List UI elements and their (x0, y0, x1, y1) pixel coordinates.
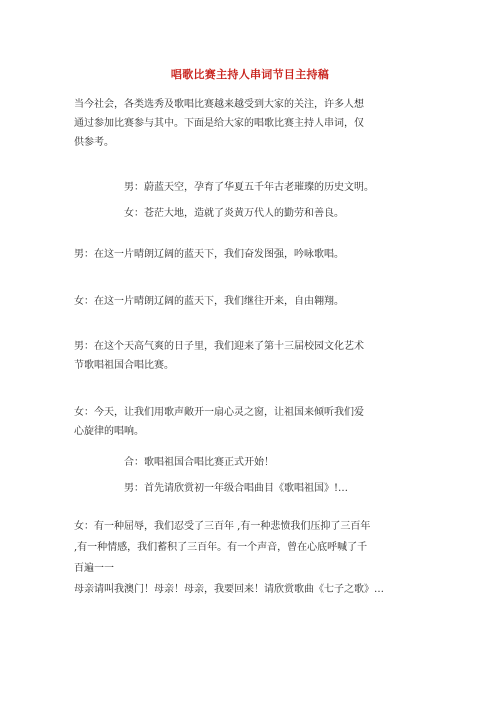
opening-line-male: 男：蔚蓝天空，孕育了华夏五千年古老璀璨的历史文明。 (124, 182, 374, 193)
paragraph-line: 男：在这个天高气爽的日子里，我们迎来了第十三届校园文化艺术 (74, 341, 364, 352)
paragraph-line: 母亲请叫我澳门！母亲！母亲，我要回来！请欣赏歌曲《七子之歌》… (74, 584, 384, 595)
paragraph-female-3 (74, 516, 384, 600)
intro-paragraph (74, 95, 364, 152)
paragraph-line: 女：今天，让我们用歌声敞开一扇心灵之窗，让祖国来倾听我们爱 (74, 407, 364, 418)
paragraph-female-1: 女：在这一片晴朗辽阔的蓝天下，我们继往开来，自由翱翔。 (74, 296, 344, 307)
intro-line: 通过参加比赛参与其中。下面是给大家的唱歌比赛主持人串词，仅 (74, 118, 364, 129)
paragraph-male-1: 男：在这一片晴朗辽阔的蓝天下，我们奋发图强，吟咏歌唱。 (74, 249, 344, 260)
document-title: 唱歌比赛主持人串词节目主持稿 (170, 68, 330, 81)
intro-line: 当今社会，各类选秀及歌唱比赛越来越受到大家的关注，许多人想 (74, 99, 364, 110)
paragraph-line: 百遍一一 (74, 563, 114, 574)
opening-line-female: 女：苍茫大地，造就了炎黄万代人的勤劳和善良。 (124, 208, 344, 219)
paragraph-male-2 (74, 337, 364, 375)
paragraph-line: 女：有一种屈辱，我们忍受了三百年 ,有一种悲愤我们压抑了三百年 (74, 521, 371, 532)
paragraph-line: ,有一种情感，我们蓄积了三百年。有一个声音，曾在心底呼喊了千 (74, 542, 368, 553)
paragraph-line: 节歌唱祖国合唱比赛。 (74, 360, 174, 371)
paragraph-line: 心旋律的唱响。 (74, 426, 144, 437)
paragraph-announcement (124, 450, 348, 502)
announcement-line-male: 男：首先请欣赏初一年级合唱曲目《歌唱祖国》!… (124, 483, 349, 494)
paragraph-female-2 (74, 403, 364, 441)
announcement-line-together: 合：歌唱祖国合唱比赛正式开始！ (124, 457, 274, 468)
opening-lines (124, 175, 374, 227)
intro-line: 供参考。 (74, 137, 114, 148)
